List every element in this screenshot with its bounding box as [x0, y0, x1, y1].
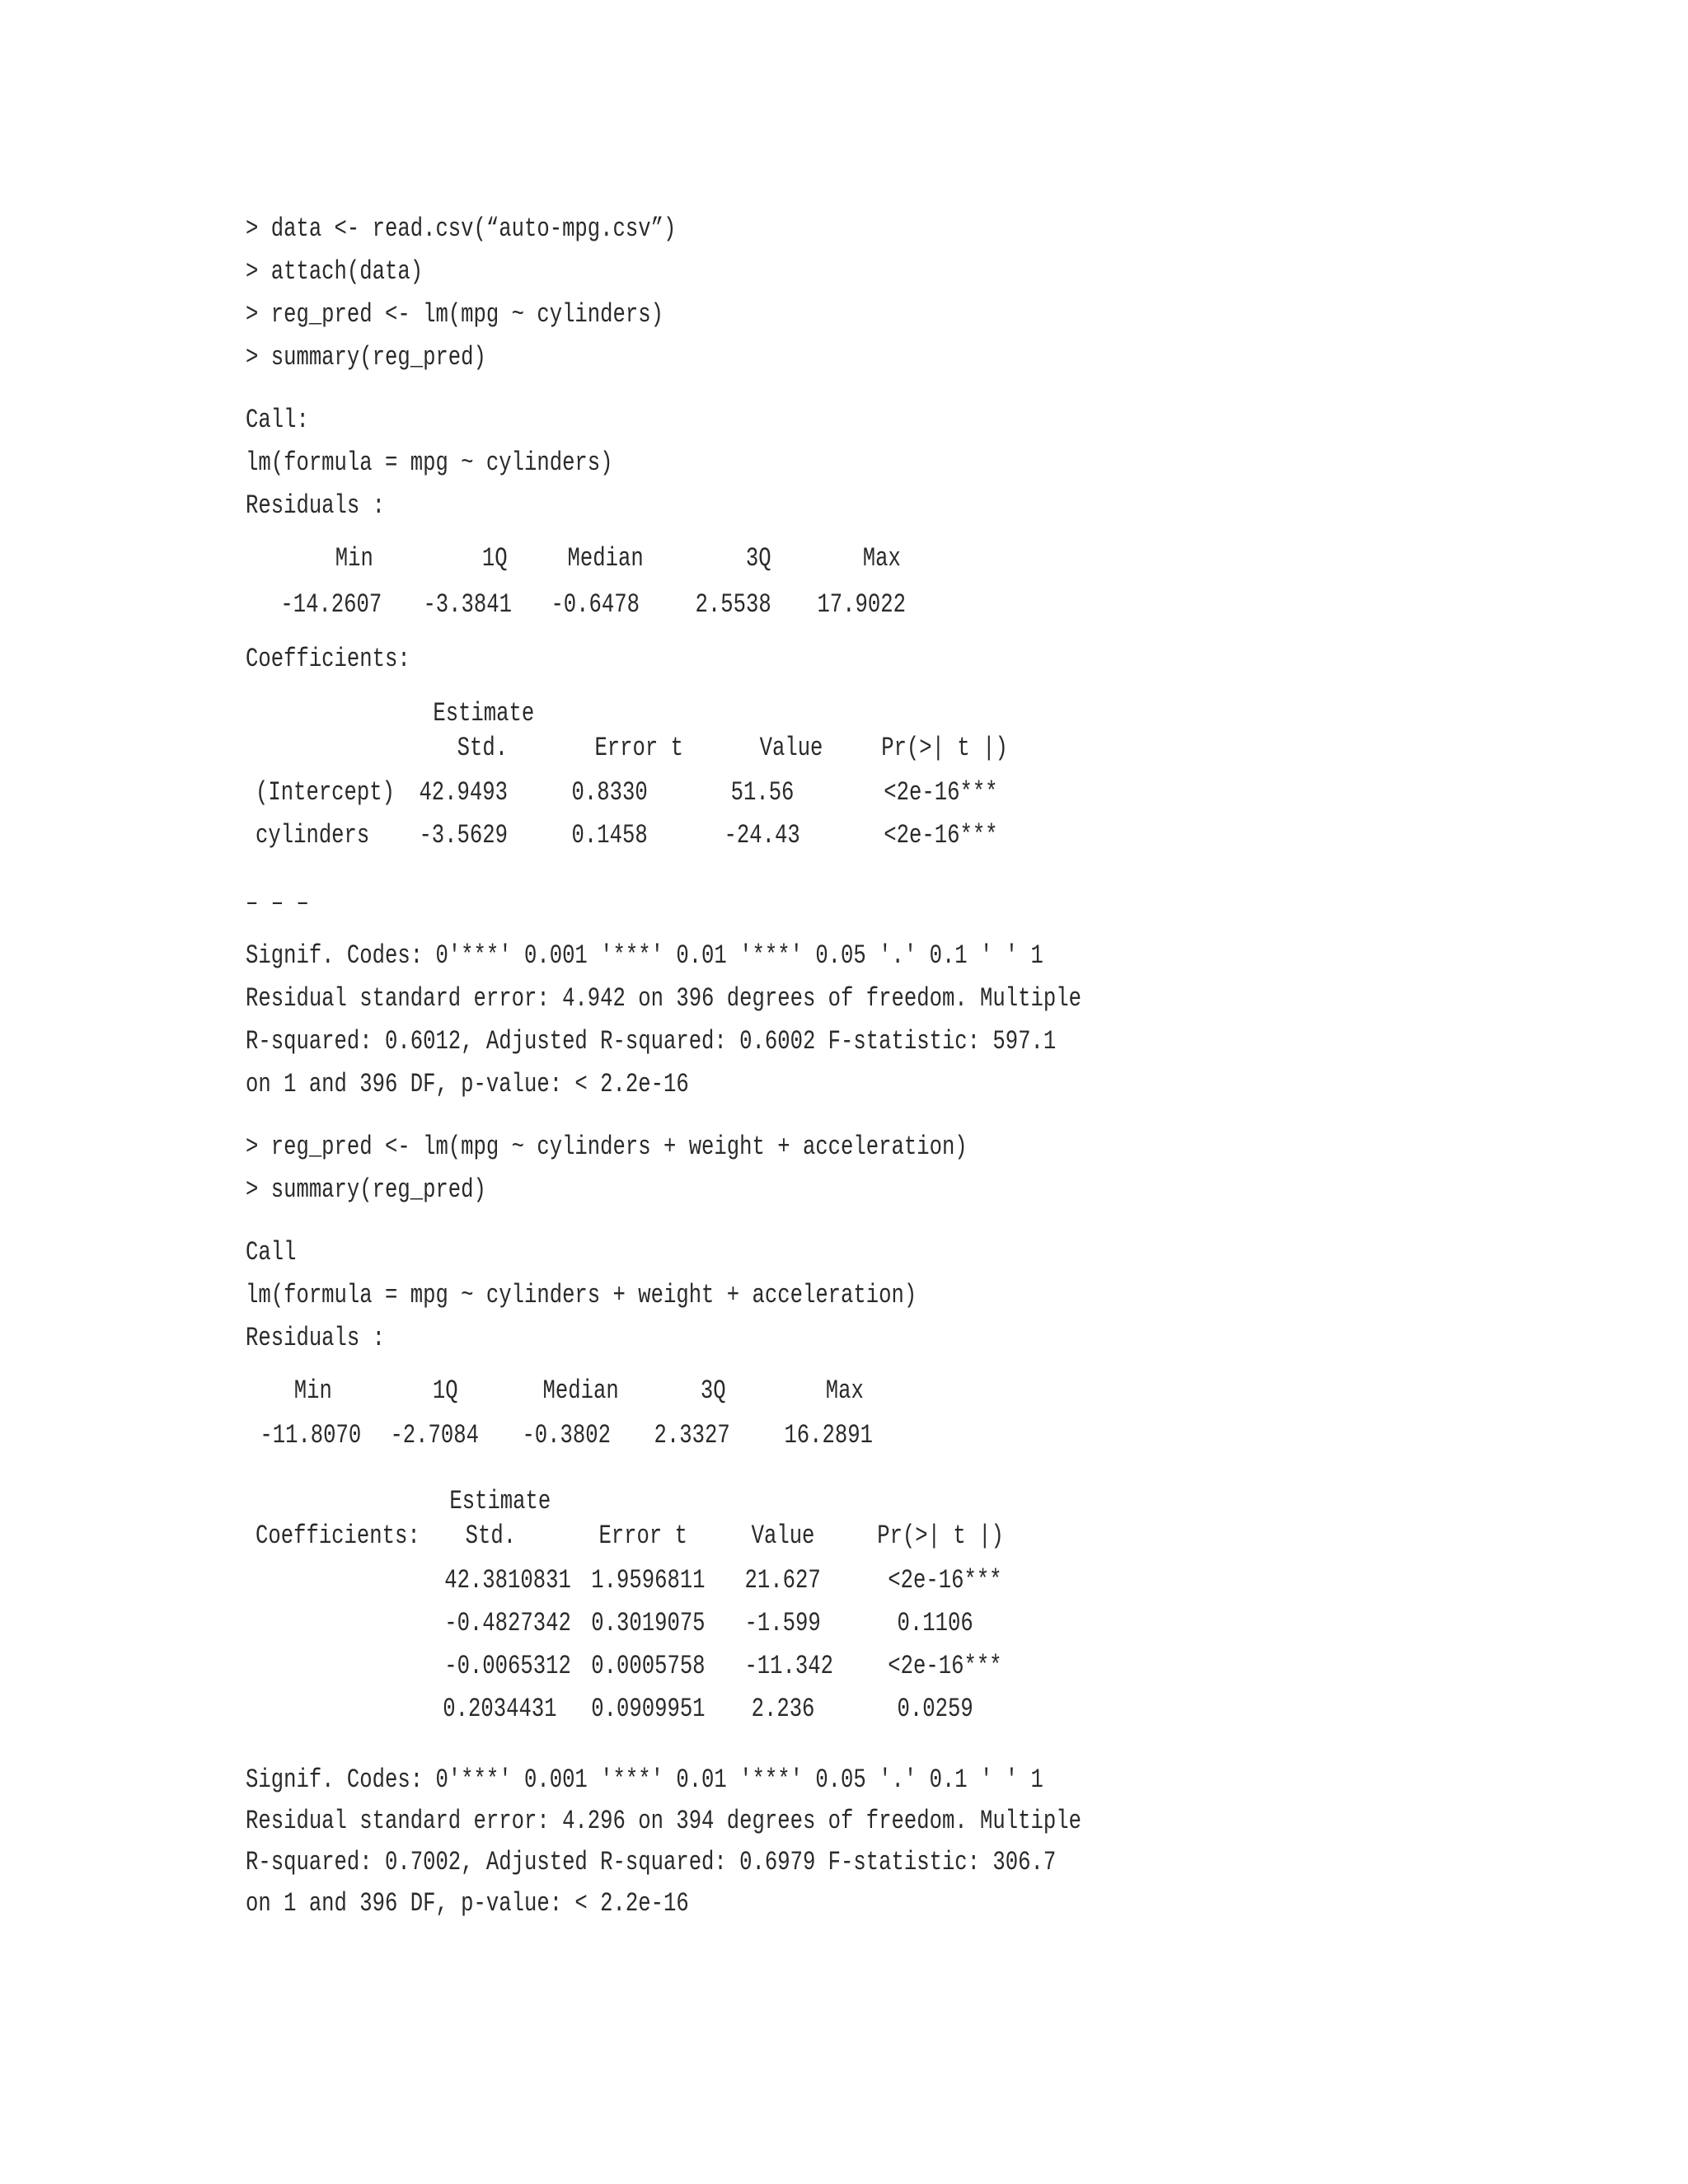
coef-row-pr: <2e-16***	[884, 777, 998, 808]
residuals-value-min: -14.2607	[280, 589, 382, 620]
r-squared-line: R-squared: 0.6012, Adjusted R-squared: 0.6002 F-statistic: 597.1	[246, 1026, 1057, 1057]
residuals-header-3q: 3Q	[700, 1376, 726, 1406]
coefficients-label: Coefficients:	[246, 644, 410, 674]
coef-row-name: (Intercept)	[256, 777, 395, 808]
residuals-header-1q: 1Q	[432, 1376, 458, 1406]
residuals-value-3q: 2.5538	[695, 589, 772, 620]
residuals-value-median: -0.3802	[522, 1420, 611, 1451]
console-command-read-csv: > data <- read.csv(“auto-mpg.csv”)	[246, 213, 677, 244]
coef-row-name: cylinders	[256, 820, 370, 851]
coef-row-value: -11.342	[744, 1651, 833, 1681]
signif-codes: Signif. Codes: 0'***' 0.001 '***' 0.01 '***' 0.05 '.' 0.1 ' ' 1	[246, 1765, 1043, 1795]
coef-row-error: 1.9596811	[591, 1565, 706, 1596]
call-label: Call:	[246, 405, 309, 435]
residuals-header-min: Min	[335, 543, 374, 574]
residuals-value-1q: -2.7084	[390, 1420, 479, 1451]
residual-standard-error: Residual standard error: 4.296 on 394 degrees of freedom. Multiple	[246, 1806, 1081, 1836]
coef-header-value: Value	[759, 733, 823, 763]
call-formula: lm(formula = mpg ~ cylinders + weight + acceleration)	[246, 1280, 917, 1310]
residuals-header-max: Max	[862, 543, 902, 574]
coef-row-pr: 0.1106	[897, 1608, 974, 1638]
coef-row-estimate: -3.5629	[419, 820, 508, 851]
coef-row-pr: <2e-16***	[888, 1651, 1002, 1681]
coef-row-estimate: -0.0065312	[444, 1651, 571, 1681]
coef-row-error: 0.0909951	[591, 1694, 706, 1724]
coef-header-estimate: Estimate	[449, 1486, 551, 1516]
console-command-summary: > summary(reg_pred)	[246, 342, 486, 373]
coef-header-error-t: Error t	[594, 733, 683, 763]
coef-header-estimate: Estimate	[433, 698, 535, 729]
residuals-value-median: -0.6478	[551, 589, 640, 620]
residuals-header-1q: 1Q	[481, 543, 508, 574]
coef-row-value: 21.627	[744, 1565, 822, 1596]
output-separator: – – –	[246, 888, 309, 918]
residuals-value-max: 16.2891	[784, 1420, 873, 1451]
console-command-summary: > summary(reg_pred)	[246, 1174, 486, 1205]
p-value-line: on 1 and 396 DF, p-value: < 2.2e-16	[246, 1888, 689, 1919]
console-command-lm-multi: > reg_pred <- lm(mpg ~ cylinders + weight + acceleration)	[246, 1132, 968, 1162]
coef-row-error: 0.1458	[571, 820, 649, 851]
residuals-header-max: Max	[825, 1376, 865, 1406]
residuals-label: Residuals :	[246, 1323, 385, 1353]
residuals-header-min: Min	[293, 1376, 333, 1406]
coef-row-error: 0.0005758	[591, 1651, 706, 1681]
coef-row-estimate: -0.4827342	[444, 1608, 571, 1638]
call-label: Call	[246, 1237, 297, 1268]
signif-codes: Signif. Codes: 0'***' 0.001 '***' 0.01 '***' 0.05 '.' 0.1 ' ' 1	[246, 940, 1043, 971]
coef-row-error: 0.8330	[571, 777, 649, 808]
residuals-header-median: Median	[567, 543, 645, 574]
coef-header-std: Std.	[465, 1521, 516, 1551]
coef-row-estimate: 42.9493	[419, 777, 508, 808]
residuals-value-1q: -3.3841	[423, 589, 512, 620]
call-formula: lm(formula = mpg ~ cylinders)	[246, 448, 613, 478]
r-squared-line: R-squared: 0.7002, Adjusted R-squared: 0.6979 F-statistic: 306.7	[246, 1847, 1057, 1877]
residuals-value-min: -11.8070	[260, 1420, 362, 1451]
coef-header-pr: Pr(>| t |)	[877, 1521, 1004, 1551]
residuals-header-3q: 3Q	[745, 543, 771, 574]
coef-header-value: Value	[751, 1521, 815, 1551]
residual-standard-error: Residual standard error: 4.942 on 396 degrees of freedom. Multiple	[246, 983, 1081, 1014]
coef-row-value: -24.43	[724, 820, 801, 851]
coef-row-pr: <2e-16***	[884, 820, 998, 851]
p-value-line: on 1 and 396 DF, p-value: < 2.2e-16	[246, 1069, 689, 1099]
coef-header-error-t: Error t	[598, 1521, 687, 1551]
coef-row-error: 0.3019075	[591, 1608, 706, 1638]
coef-header-std: Std.	[457, 733, 508, 763]
console-command-attach: > attach(data)	[246, 256, 424, 287]
coef-row-pr: 0.0259	[897, 1694, 974, 1724]
coef-row-value: -1.599	[744, 1608, 822, 1638]
coef-row-estimate: 42.3810831	[444, 1565, 571, 1596]
coefficients-label: Coefficients:	[256, 1521, 420, 1551]
residuals-header-median: Median	[542, 1376, 620, 1406]
coef-header-pr: Pr(>| t |)	[881, 733, 1008, 763]
residuals-value-max: 17.9022	[817, 589, 906, 620]
coef-row-value: 2.236	[751, 1694, 815, 1724]
residuals-value-3q: 2.3327	[654, 1420, 731, 1451]
coef-row-value: 51.56	[730, 777, 795, 808]
coef-row-estimate: 0.2034431	[443, 1694, 557, 1724]
coef-row-pr: <2e-16***	[888, 1565, 1002, 1596]
residuals-label: Residuals :	[246, 490, 385, 521]
console-command-lm: > reg_pred <- lm(mpg ~ cylinders)	[246, 299, 663, 330]
